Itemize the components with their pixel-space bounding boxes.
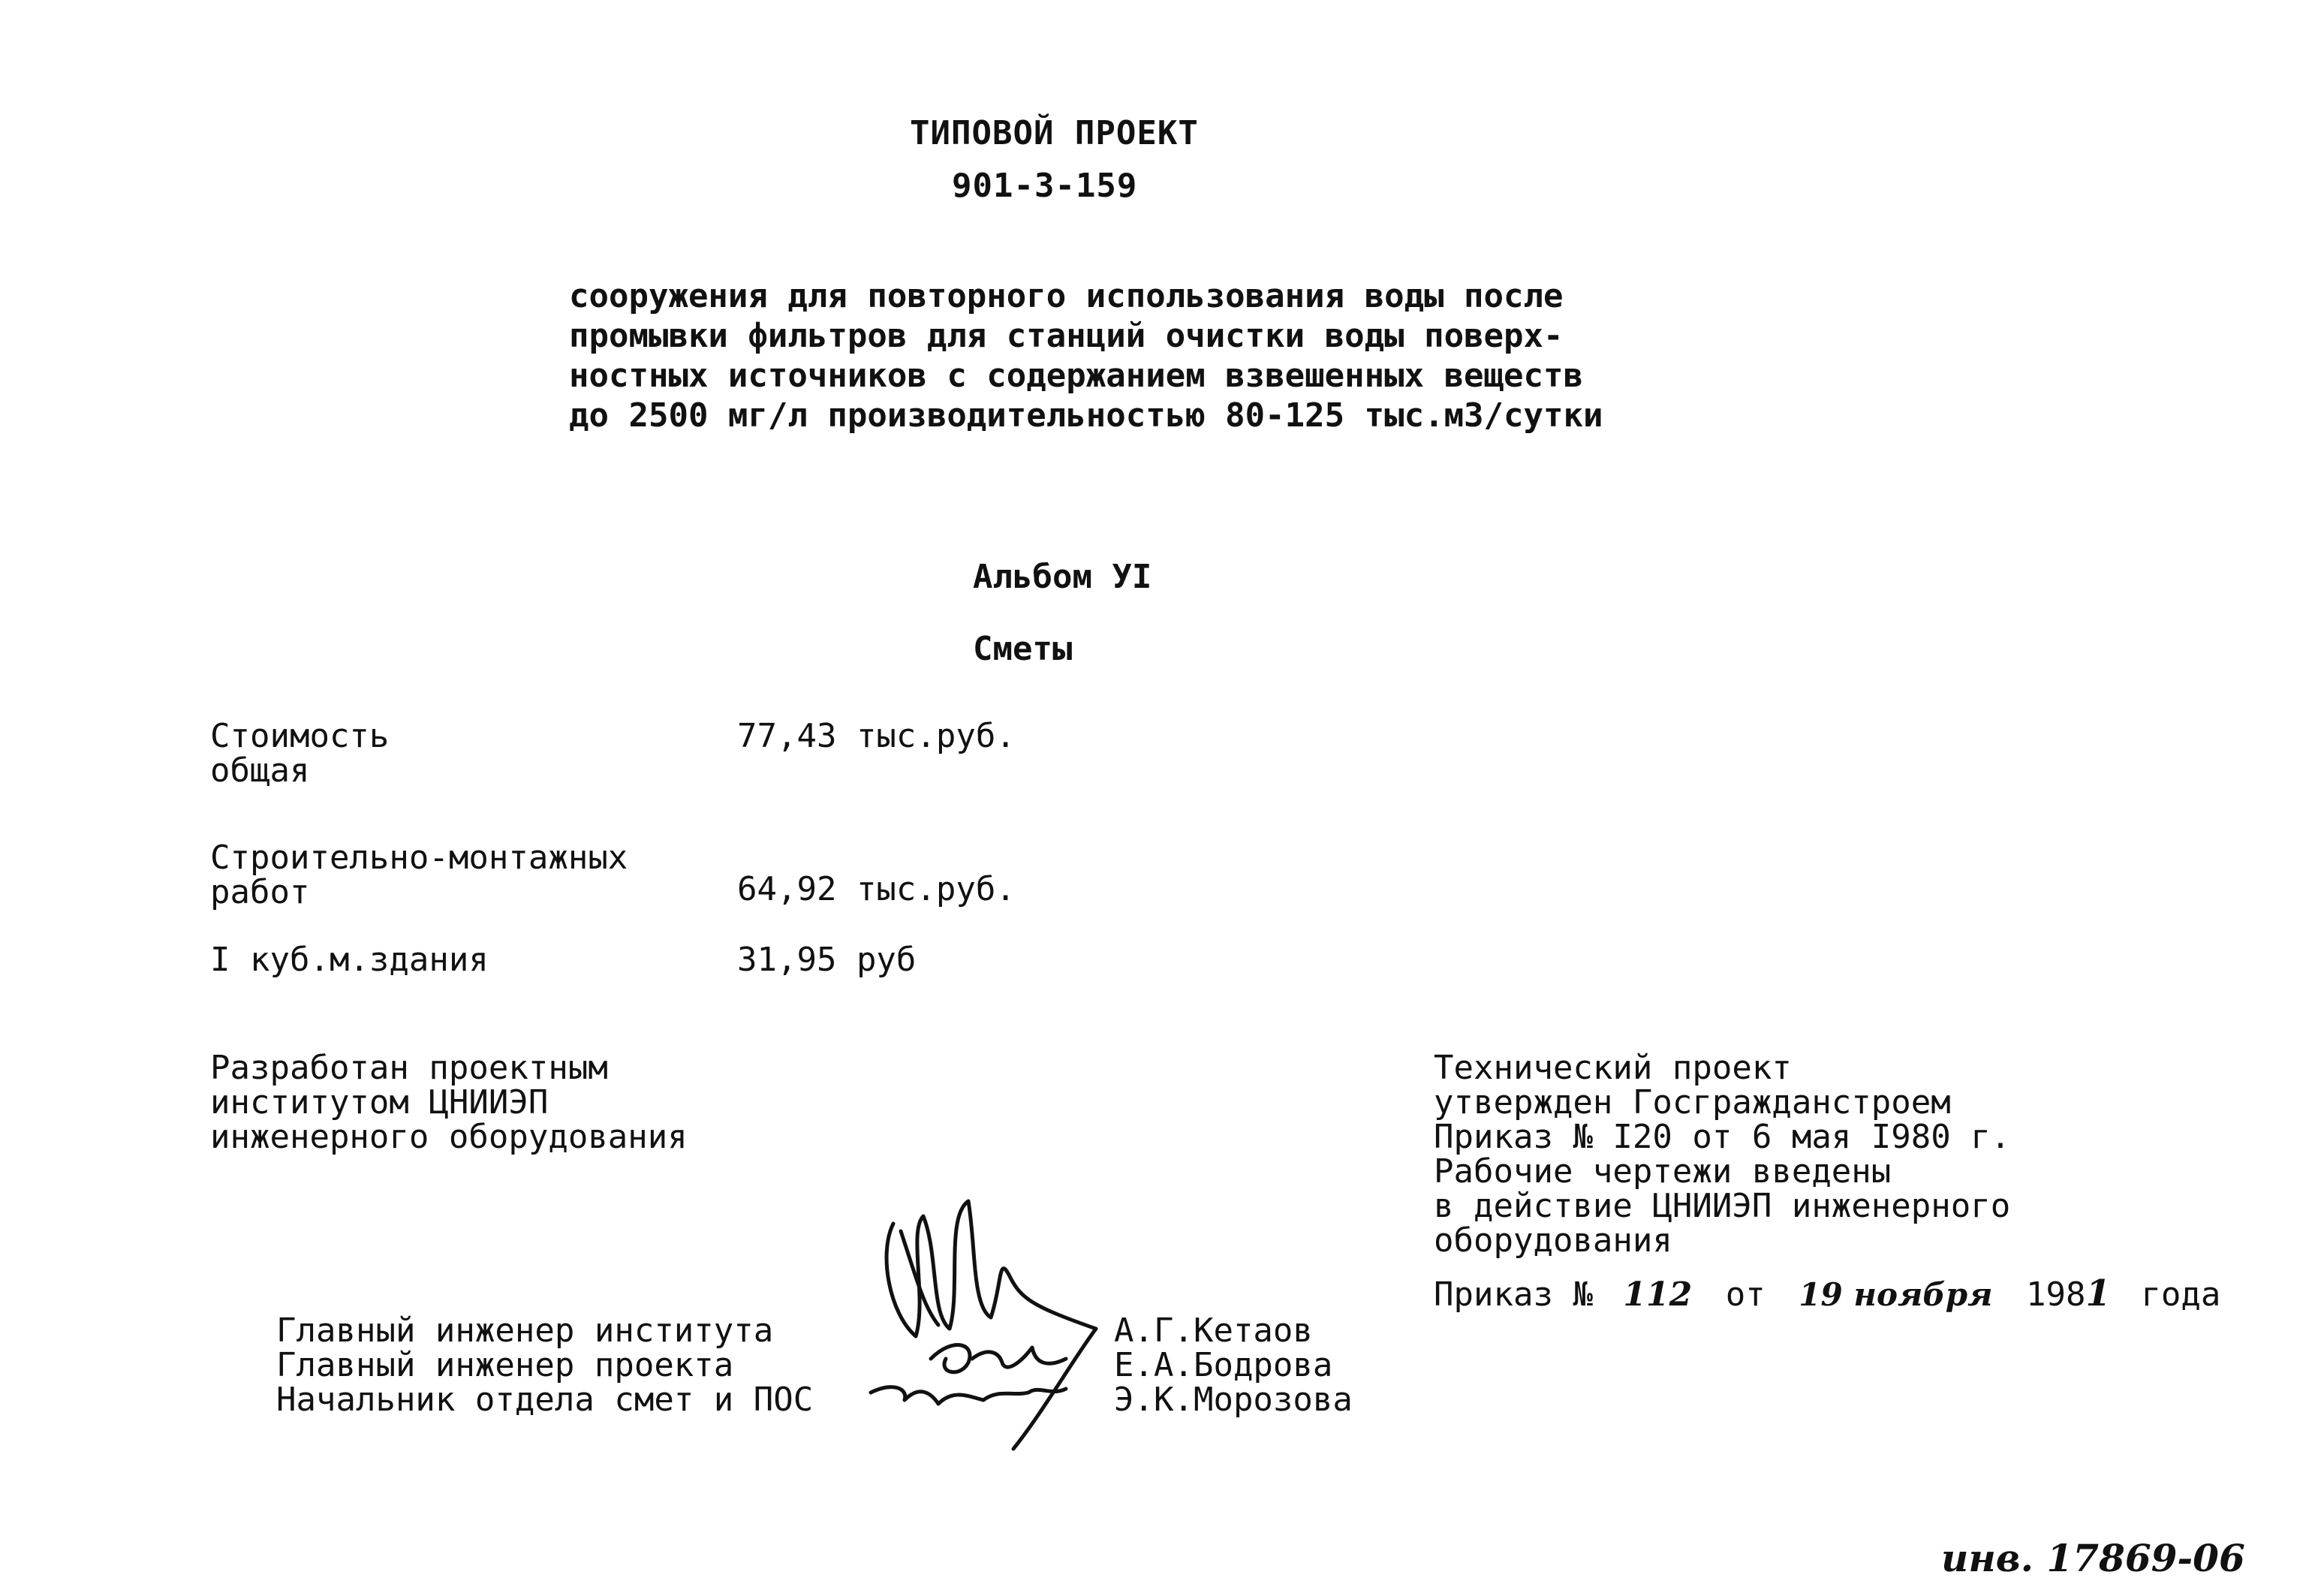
- inventory-number: инв. 17869-06: [1941, 1536, 2245, 1580]
- project-type-title: ТИПОВОЙ ПРОЕКТ: [910, 114, 1199, 152]
- signatory-name: Э.К.Морозова: [1114, 1381, 1353, 1419]
- approval-line: Технический проект: [1434, 1049, 1792, 1087]
- description-line: ностных источников с содержанием взвешенных веществ: [569, 357, 1584, 395]
- approval-block: [1434, 1051, 2010, 1258]
- order-from: от: [1725, 1275, 1766, 1314]
- signatory-role: Главный инженер проекта: [276, 1346, 734, 1384]
- cost-per-cubic-value: 31,95 руб: [737, 941, 917, 979]
- signatory-name: А.Г.Кетаов: [1114, 1311, 1313, 1350]
- signature-scribbles: [848, 1186, 1133, 1456]
- cost-total-value: 77,43 тыс.руб.: [737, 717, 1016, 755]
- order-line: [1434, 1272, 2221, 1314]
- order-prefix: Приказ №: [1434, 1275, 1593, 1314]
- description-line: сооружения для повторного использования воды после: [569, 277, 1564, 315]
- developer-line: инженерного оборудования: [210, 1118, 688, 1156]
- description-line: промывки фильтров для станций очистки воды поверх-: [569, 317, 1564, 355]
- approval-line: утвержден Госгражданстроем: [1434, 1083, 1951, 1122]
- album-subtitle: Сметы: [973, 630, 1073, 668]
- order-year-handwritten: 1: [2085, 1272, 2111, 1314]
- order-number: 112: [1623, 1275, 1693, 1314]
- project-description: [569, 276, 1603, 435]
- cost-construction-label: Строительно-монтажных работ: [210, 839, 628, 911]
- cost-total-label: Стоимость общая: [210, 717, 390, 790]
- approval-line: оборудования: [1434, 1221, 1672, 1260]
- developer-block: [210, 1051, 688, 1155]
- project-number: 901-3-159: [952, 167, 1138, 205]
- approval-line: в действие ЦНИИЭП инженерного: [1434, 1187, 2011, 1225]
- description-line: до 2500 мг/л производительностью 80-125 тыс.м3/сутки: [569, 396, 1603, 435]
- cost-per-cubic-label: I куб.м.здания: [210, 941, 489, 979]
- developer-line: Разработан проектным: [210, 1049, 608, 1087]
- developer-line: институтом ЦНИИЭП: [210, 1083, 549, 1122]
- approval-line: Рабочие чертежи введены: [1434, 1152, 1892, 1191]
- signatory-names: [1114, 1311, 1353, 1419]
- order-date: 19 ноября: [1799, 1276, 1993, 1313]
- order-suffix: года: [2141, 1275, 2221, 1314]
- approval-line: Приказ № I20 от 6 мая I980 г.: [1434, 1118, 2011, 1156]
- album-title: Альбом УI: [973, 558, 1152, 596]
- order-year: 198: [2026, 1275, 2086, 1314]
- signatory-roles: [276, 1311, 814, 1419]
- signatory-role: Главный инженер института: [276, 1311, 774, 1350]
- cost-construction-value: 64,92 тыс.руб.: [737, 870, 1016, 908]
- signatory-name: Е.А.Бодрова: [1114, 1346, 1333, 1384]
- signatory-role: Начальник отдела смет и ПОС: [276, 1381, 814, 1419]
